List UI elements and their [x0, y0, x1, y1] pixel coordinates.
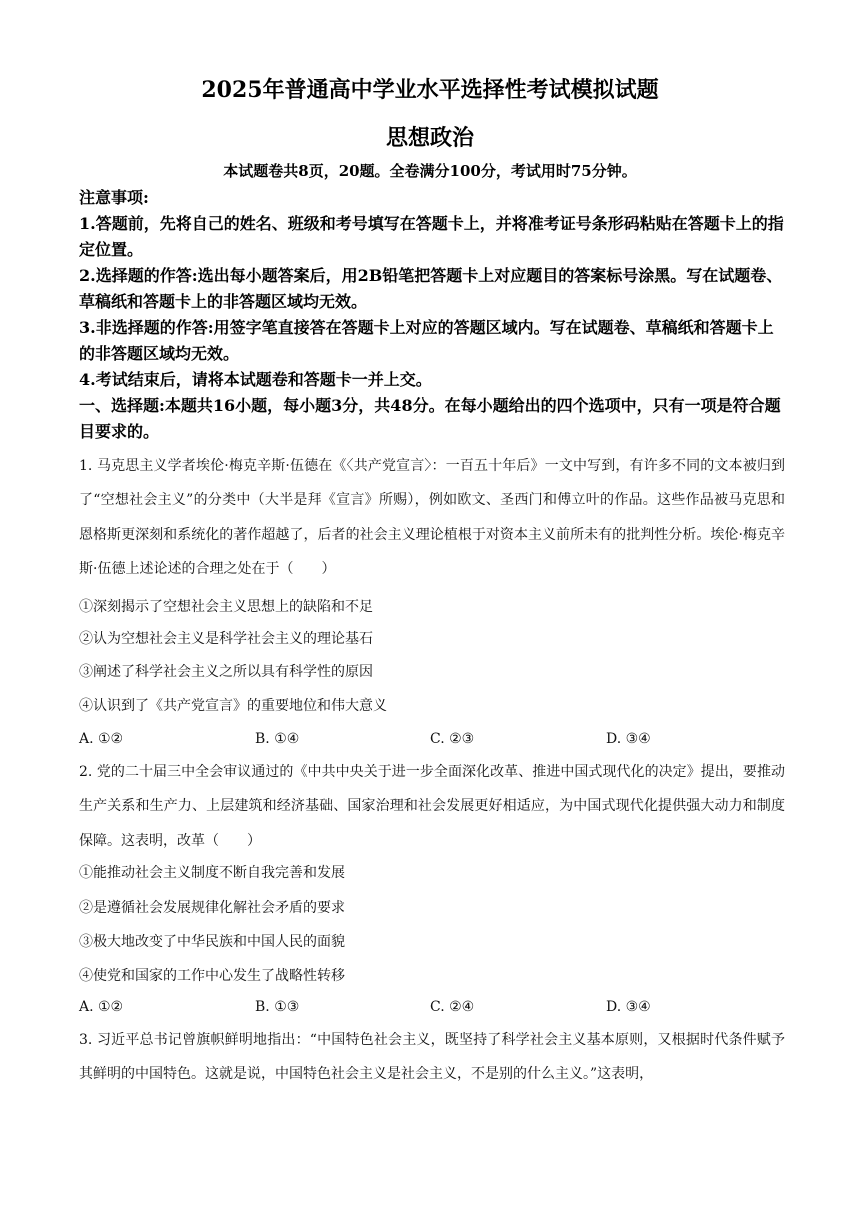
statement-option: ②认为空想社会主义是科学社会主义的理论基石 — [79, 631, 373, 647]
question-stem: 2. 党的二十届三中全会审议通过的《中共中央关于进一步全面深化改革、推进中国式现代化的决定》提出，要推动生产关系和生产力、上层建筑和经济基础、国家治理和社会发展更好相适应，为中国式现代化提供强大动力和制度保障。这表明，改革（ ） — [79, 764, 785, 849]
answer-choice: A. ①② — [79, 731, 124, 747]
answer-choice: D. ③④ — [606, 731, 651, 747]
answer-choice: C. ②④ — [430, 999, 475, 1015]
notice-item: 4.考试结束后，请将本试题卷和答题卡一并上交。 — [79, 370, 432, 389]
question-stem: 3. 习近平总书记曾旗帜鲜明地指出：“中国特色社会主义，既坚持了科学社会主义基本原则，又根据时代条件赋予其鲜明的中国特色。这就是说，中国特色社会主义是社会主义，不是别的什么主义。”这表明， — [79, 1032, 785, 1083]
subject-title: 思想政治 — [385, 125, 474, 151]
answer-choice: C. ②③ — [430, 731, 475, 747]
statement-option: ④使党和国家的工作中心发生了战略性转移 — [79, 968, 345, 984]
exam-info: 本试题卷共8页，20题。全卷满分100分，考试用时75分钟。 — [223, 162, 637, 180]
notice-item: 2.选择题的作答:选出每小题答案后，用2B铅笔把答题卡上对应题目的答案标号涂黑。写在试题卷、草稿纸和答题卡上的非答题区域均无效。 — [79, 266, 783, 311]
answer-choice: B. ①④ — [255, 731, 300, 747]
answer-choice: A. ①② — [79, 999, 124, 1015]
statement-option: ①能推动社会主义制度不断自我完善和发展 — [79, 865, 345, 881]
notice-item: 1.答题前，先将自己的姓名、班级和考号填写在答题卡上，并将准考证号条形码粘贴在答题卡上的指定位置。 — [79, 214, 784, 259]
exam-title: 2025年普通高中学业水平选择性考试模拟试题 — [201, 77, 659, 103]
statement-option: ①深刻揭示了空想社会主义思想上的缺陷和不足 — [79, 599, 373, 615]
notice-heading: 注意事项: — [79, 188, 149, 207]
statement-option: ③极大地改变了中华民族和中国人民的面貌 — [79, 934, 345, 950]
section-heading: 一、选择题:本题共16小题，每小题3分，共48分。在每小题给出的四个选项中，只有一项是符合题目要求的。 — [79, 396, 781, 441]
answer-choice: B. ①③ — [255, 999, 300, 1015]
question-stem: 1. 马克思主义学者埃伦·梅克辛斯·伍德在《〈共产党宣言〉：一百五十年后》一文中写到，有许多不同的文本被归到了“空想社会主义”的分类中（大半是拜《宣言》所赐），例如欧文、圣西门和傅立叶的作品。这些作品被马克思和恩格斯更深刻和系统化的著作超越了，后者的社会主义理论植根于对资本主义前所未有的批判性分析。埃伦·梅克辛斯·伍德上述论述的合理之处在于（ ） — [79, 458, 785, 578]
answer-choice: D. ③④ — [606, 999, 651, 1015]
statement-option: ③阐述了科学社会主义之所以具有科学性的原因 — [79, 664, 373, 680]
statement-option: ②是遵循社会发展规律化解社会矛盾的要求 — [79, 900, 345, 916]
notice-item: 3.非选择题的作答:用签字笔直接答在答题卡上对应的答题区域内。写在试题卷、草稿纸和答题卡上的非答题区域均无效。 — [79, 318, 774, 363]
statement-option: ④认识到了《共产党宣言》的重要地位和伟大意义 — [79, 698, 387, 714]
